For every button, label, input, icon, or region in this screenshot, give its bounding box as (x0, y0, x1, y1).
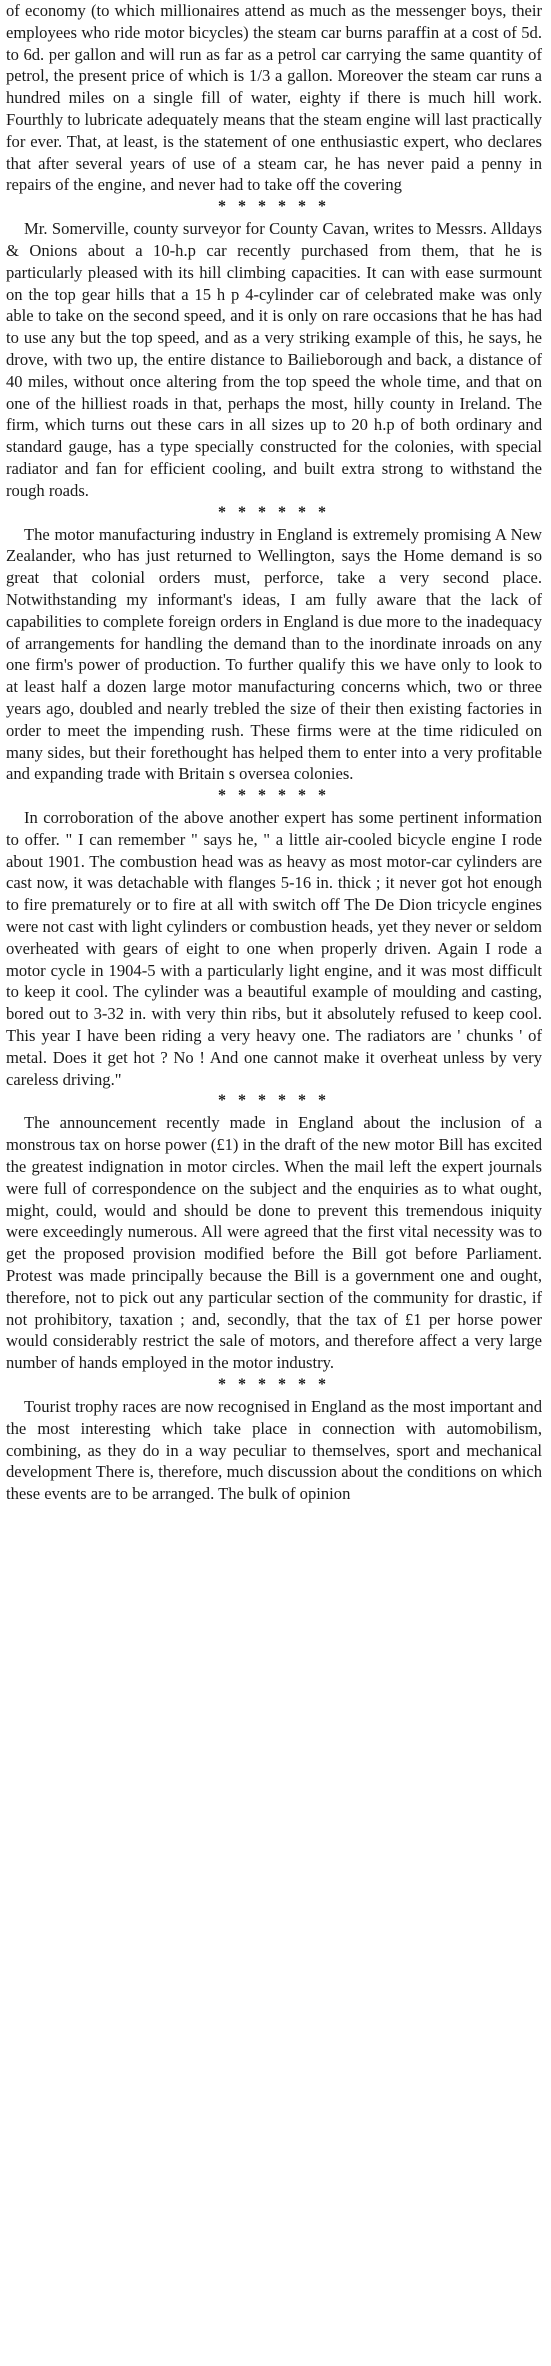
section-separator: * * * * * * (218, 198, 330, 216)
paragraph-motor-industry-england: The motor manufacturing industry in England is extremely promising A New Zealander, who has just returned to Wellington, says the Home demand is so great that colonial orders must, perforce, take a very second place. Notwithstanding my informant's ideas, I am fully aware that the lack of capabilities to complete foreign orders in England is due more to the inadequacy of arrangements for handling the demand than to the inordinate inroads on any one firm's power of production. To further qualify this we have only to look to at least half a dozen large motor manufacturing concerns which, two or three years ago, doubled and nearly trebled the size of their then existing factories in order to meet the impending rush. These firms were at the time ridiculed on many sides, but their forethought has helped them to enter into a very profitable and expanding trade with Britain s oversea colonies. (6, 524, 542, 784)
section-separator: * * * * * * (218, 1376, 330, 1394)
paragraph-horse-power-tax: The announcement recently made in England about the inclusion of a monstrous tax on horse power (£1) in the draft of the new motor Bill has excited the greatest indignation in motor circles. When the mail left the expert journals were full of correspondence on the subject and the enquiries as to what ought, might, could, would and should be done to prevent this tremendous iniquity were exceedingly numerous. All were agreed that the first vital necessity was to get the proposed provision modified before the Bill got before Parliament. Protest was made principally because the Bill is a government one and ought, therefore, not to pick out any particular section of the community for drastic, if not prohibitory, taxation ; and, secondly, that the tax of £1 per horse power would considerably restrict the sale of motors, and therefore affect a very large number of hands employed in the motor industry. (6, 1113, 542, 1373)
section-separator: * * * * * * (218, 503, 330, 521)
paragraph-tourist-trophy: Tourist trophy races are now recognised in England as the most important and the most interesting which take place in connection with automobilism, combining, as they do in a way peculiar to themselves, sport and mechanical development There is, therefore, much discussion about the conditions on which these events are to be arranged. The bulk of opinion (6, 1397, 542, 1504)
section-separator: * * * * * * (218, 1092, 330, 1110)
section-separator: * * * * * * (218, 787, 330, 805)
paragraph-steam-car-economy: of economy (to which millionaires attend as much as the messenger boys, their employees who ride motor bicycles) the steam car burns paraffin at a cost of 5d. to 6d. per gallon and will run as far as a petrol car carrying the same quantity of petrol, the present price of which is 1/3 a gallon. Moreover the steam car runs a hundred miles on a single fill of water, eighty if there is much hill work. Fourthly to lubricate adequately means that the steam engine will last practically for ever. That, at least, is the statement of one enthusiastic expert, who declares that after several years of use of a steam car, he has never paid a penny in repairs of the engine, and never had to take off the covering (6, 1, 542, 195)
paragraph-alldays-onions-car: Mr. Somerville, county surveyor for County Cavan, writes to Messrs. Alldays & Onions about a 10-h.p car recently purchased from them, that he is particularly pleased with its hill climbing capacities. It can with ease surmount on the top gear hills that a 15 h p 4-cylinder car of celebrated make was only able to take on the second speed, and it is only on rare occasions that he has had to use any but the top speed, and as a very striking example of this, he says, he drove, with two up, the entire distance to Bailieborough and back, a distance of 40 miles, without once altering from the top speed the whole time, and that on one of the hilliest roads in that, perhaps the most, hilly county in Ireland. The firm, which turns out these cars in all sizes up to 20 h.p of both ordinary and standard gauge, has a type specially constructed for the colonies, with special radiator and fan for efficient cooling, and built extra strong to withstand the rough roads. (6, 219, 542, 500)
paragraph-air-cooled-engines: In corroboration of the above another expert has some pertinent information to offer. " I can remember " says he, " a little air-cooled bicycle engine I rode about 1901. The combustion head was as heavy as most motor-car cylinders are cast now, it was detachable with flanges 5-16 in. thick ; it never got hot enough to fire prematurely or to fire at all with switch off The De Dion tricycle engines were not cast with light cylinders or combustion heads, yet they never or seldom overheated with gears of eight to one when properly driven. Again I rode a motor cycle in 1904-5 with a particularly light engine, and it was most difficult to keep it cool. The cylinder was a beautiful example of moulding and casting, bored out to 3-32 in. with very thin ribs, but it absolutely refused to keep cool. This year I have been riding a very heavy one. The radiators are ' chunks ' of metal. Does it get hot ? No ! And one cannot make it overheat unless by very careless driving." (6, 808, 542, 1089)
